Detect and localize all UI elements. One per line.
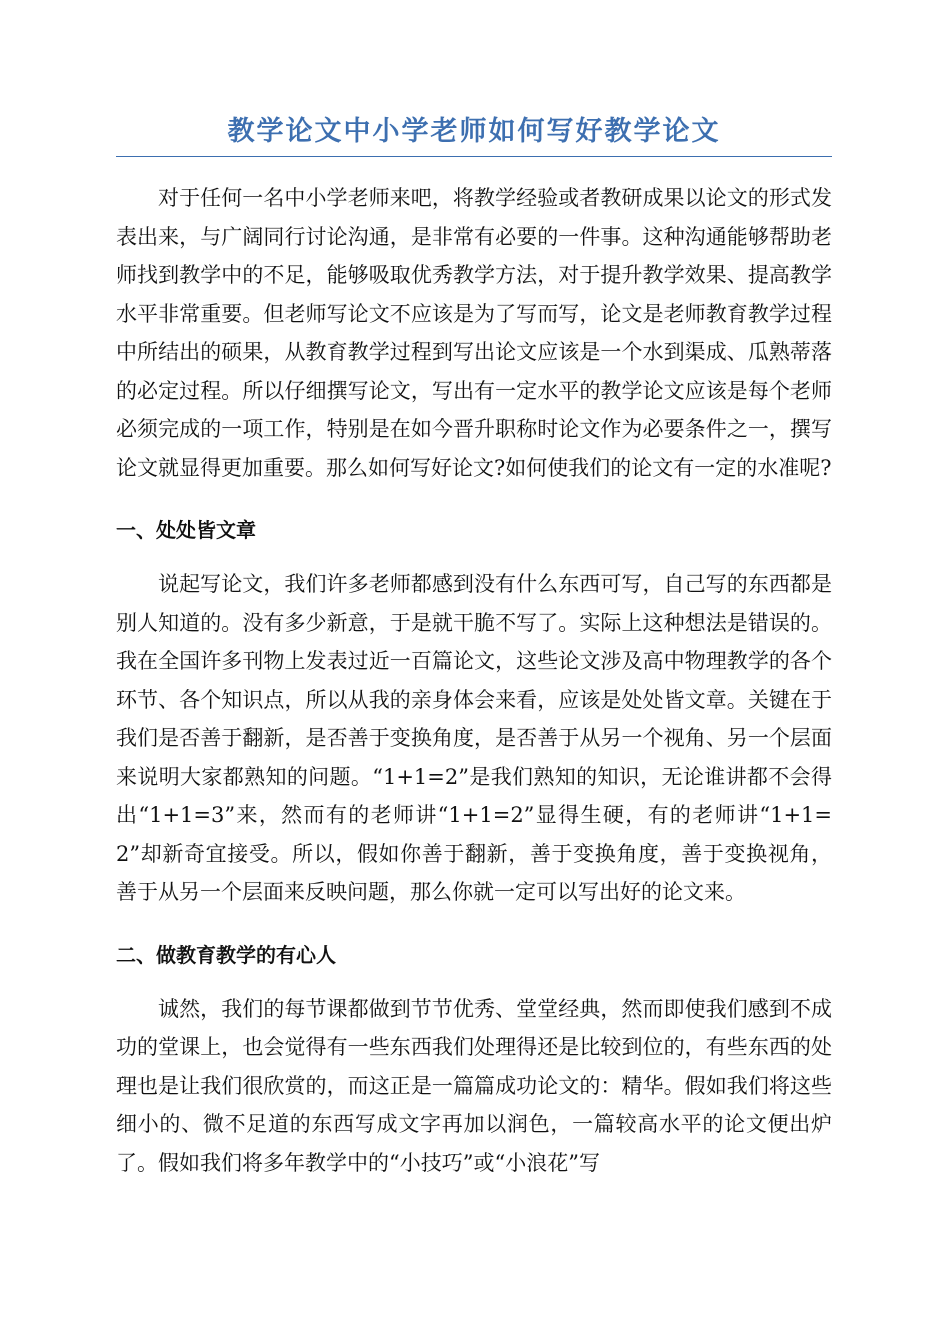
document-title: 教学论文中小学老师如何写好教学论文	[116, 112, 832, 157]
document-page	[116, 112, 832, 1182]
section-body-2: 诚然，我们的每节课都做到节节优秀、堂堂经典，然而即使我们感到不成功的堂课上，也会觉得有一些东西我们处理得还是比较到位的，有些东西的处理也是让我们很欣赏的，而这正是一篇篇成功论文的：精华。假如我们将这些细小的、微不足道的东西写成文字再加以润色，一篇较高水平的论文便出炉了。假如我们将多年教学中的“小技巧”或“小浪花”写	[116, 996, 832, 1175]
section-heading-1: 一、处处皆文章	[116, 518, 256, 542]
section-heading-2: 二、做教育教学的有心人	[116, 942, 336, 967]
section-body-1: 说起写论文，我们许多老师都感到没有什么东西可写，自己写的东西都是别人知道的。没有多少新意，于是就干脆不写了。实际上这种想法是错误的。我在全国许多刊物上发表过近一百篇论文，这些论文涉及高中物理教学的各个环节、各个知识点，所以从我的亲身体会来看，应该是处处皆文章。关键在于我们是否善于翻新，是否善于变换角度，是否善于从另一个视角、另一个层面来说明大家都熟知的问题。“1+1=2”是我们熟知的知识，无论谁讲都不会得出“1+1=3”来，然而有的老师讲“1+1=2”显得生硬，有的老师讲“1+1=2”却新奇宜接受。所以，假如你善于翻新，善于变换角度，善于变换视角，善于从另一个层面来反映问题，那么你就一定可以写出好的论文来。	[116, 572, 832, 904]
intro-paragraph: 对于任何一名中小学老师来吧，将教学经验或者教研成果以论文的形式发表出来，与广阔同行讨论沟通，是非常有必要的一件事。这种沟通能够帮助老师找到教学中的不足，能够吸取优秀教学方法，对于提升教学效果、提高教学水平非常重要。但老师写论文不应该是为了写而写，论文是老师教育教学过程中所结出的硕果，从教育教学过程到写出论文应该是一个水到渠成、瓜熟蒂落的必定过程。所以仔细撰写论文，写出有一定水平的教学论文应该是每个老师必须完成的一项工作，特别是在如今晋升职称时论文作为必要条件之一，撰写论文就显得更加重要。那么如何写好论文?如何使我们的论文有一定的水准呢?	[116, 186, 832, 480]
